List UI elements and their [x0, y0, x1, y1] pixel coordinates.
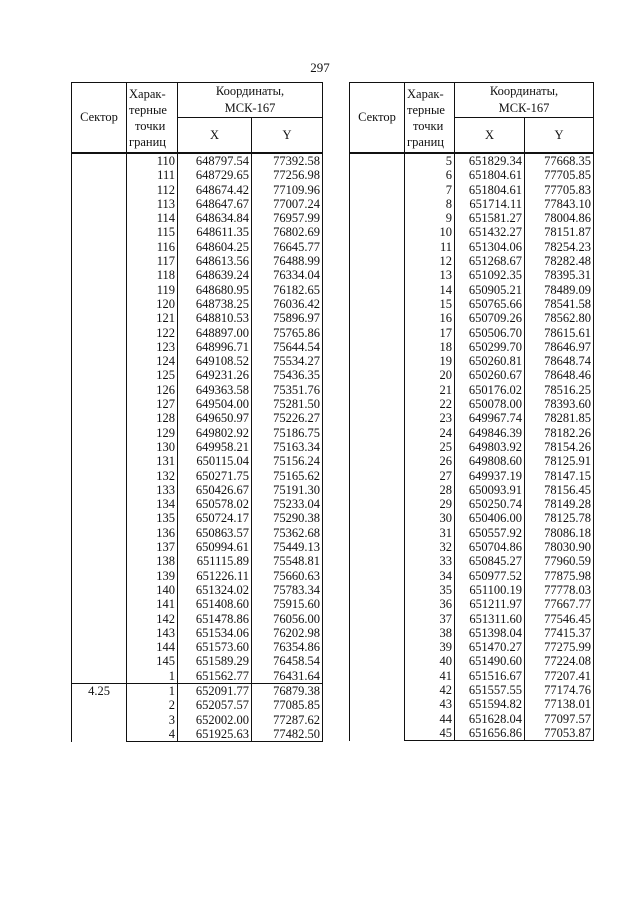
x-coordinate-cell: 650557.92 — [455, 526, 525, 540]
point-number-cell: 142 — [127, 612, 178, 626]
x-coordinate-cell: 648613.56 — [178, 254, 252, 268]
point-number-cell: 26 — [405, 454, 455, 468]
x-coordinate-cell: 651490.60 — [455, 654, 525, 668]
point-number-cell: 112 — [127, 183, 178, 197]
sector-header: Сектор — [350, 83, 405, 154]
x-coordinate-cell: 649231.26 — [178, 368, 252, 382]
x-coordinate-cell: 650115.04 — [178, 454, 252, 468]
point-number-cell: 125 — [127, 368, 178, 382]
x-coordinate-cell: 650250.74 — [455, 497, 525, 511]
y-coordinate-cell: 77007.24 — [252, 197, 323, 211]
y-coordinate-cell: 78125.78 — [525, 511, 594, 525]
point-number-cell: 131 — [127, 454, 178, 468]
y-coordinate-cell: 75165.62 — [252, 469, 323, 483]
point-number-cell: 116 — [127, 240, 178, 254]
x-coordinate-cell: 651408.60 — [178, 597, 252, 611]
point-number-cell: 43 — [405, 697, 455, 711]
x-coordinate-cell: 648647.67 — [178, 197, 252, 211]
point-number-cell: 37 — [405, 612, 455, 626]
y-coordinate-cell: 77224.08 — [525, 654, 594, 668]
y-coordinate-cell: 77109.96 — [252, 183, 323, 197]
point-number-cell: 14 — [405, 283, 455, 297]
point-number-cell: 124 — [127, 354, 178, 368]
x-coordinate-cell: 650905.21 — [455, 283, 525, 297]
point-number-cell: 120 — [127, 297, 178, 311]
point-number-cell: 8 — [405, 197, 455, 211]
y-coordinate-cell: 76182.65 — [252, 283, 323, 297]
point-number-cell: 1 — [127, 683, 178, 698]
x-coordinate-cell: 651656.86 — [455, 726, 525, 741]
point-number-cell: 9 — [405, 211, 455, 225]
x-coordinate-cell: 648810.53 — [178, 311, 252, 325]
point-number-cell: 132 — [127, 469, 178, 483]
y-coordinate-cell: 78648.74 — [525, 354, 594, 368]
y-coordinate-cell: 78125.91 — [525, 454, 594, 468]
y-coordinate-cell: 75896.97 — [252, 311, 323, 325]
point-number-cell: 144 — [127, 640, 178, 654]
y-coordinate-cell: 78030.90 — [525, 540, 594, 554]
x-coordinate-cell: 651534.06 — [178, 626, 252, 640]
y-coordinate-cell: 77960.59 — [525, 554, 594, 568]
y-coordinate-cell: 77085.85 — [252, 698, 323, 712]
sector-header: Сектор — [72, 83, 127, 154]
x-coordinate-cell: 650260.81 — [455, 354, 525, 368]
point-number-cell: 29 — [405, 497, 455, 511]
point-number-cell: 139 — [127, 569, 178, 583]
y-coordinate-cell: 76056.00 — [252, 612, 323, 626]
y-coordinate-cell: 75290.38 — [252, 511, 323, 525]
x-coordinate-cell: 651829.34 — [455, 153, 525, 168]
y-coordinate-cell: 76645.77 — [252, 240, 323, 254]
y-coordinate-cell: 77392.58 — [252, 153, 323, 168]
x-coordinate-cell: 649803.92 — [455, 440, 525, 454]
y-coordinate-cell: 78156.45 — [525, 483, 594, 497]
y-coordinate-cell: 75362.68 — [252, 526, 323, 540]
y-coordinate-cell: 75281.50 — [252, 397, 323, 411]
x-coordinate-cell: 651115.89 — [178, 554, 252, 568]
y-coordinate-cell: 75226.27 — [252, 411, 323, 425]
y-coordinate-cell: 77668.35 — [525, 153, 594, 168]
y-coordinate-cell: 76458.54 — [252, 654, 323, 668]
x-coordinate-cell: 651432.27 — [455, 225, 525, 239]
x-coordinate-cell: 649650.97 — [178, 411, 252, 425]
x-coordinate-cell: 651478.86 — [178, 612, 252, 626]
point-number-cell: 18 — [405, 340, 455, 354]
point-number-cell: 143 — [127, 626, 178, 640]
y-coordinate-cell: 77705.85 — [525, 168, 594, 182]
x-coordinate-cell: 651304.06 — [455, 240, 525, 254]
point-number-cell: 1 — [127, 669, 178, 684]
coordinates-table-left — [71, 82, 323, 742]
point-number-cell: 17 — [405, 326, 455, 340]
y-coordinate-cell: 77843.10 — [525, 197, 594, 211]
x-coordinate-cell: 648680.95 — [178, 283, 252, 297]
point-number-cell: 23 — [405, 411, 455, 425]
x-coordinate-cell: 648996.71 — [178, 340, 252, 354]
x-coordinate-cell: 650093.91 — [455, 483, 525, 497]
x-coordinate-cell: 650406.00 — [455, 511, 525, 525]
x-coordinate-cell: 651311.60 — [455, 612, 525, 626]
x-coordinate-cell: 649937.19 — [455, 469, 525, 483]
y-coordinate-cell: 77138.01 — [525, 697, 594, 711]
x-coordinate-cell: 651398.04 — [455, 626, 525, 640]
x-coordinate-cell: 650724.17 — [178, 511, 252, 525]
point-number-cell: 33 — [405, 554, 455, 568]
point-number-cell: 15 — [405, 297, 455, 311]
x-coordinate-cell: 650704.86 — [455, 540, 525, 554]
y-coordinate-cell: 78154.26 — [525, 440, 594, 454]
x-coordinate-cell: 651470.27 — [455, 640, 525, 654]
point-number-cell: 138 — [127, 554, 178, 568]
y-coordinate-cell: 78151.87 — [525, 225, 594, 239]
y-coordinate-cell: 77705.83 — [525, 183, 594, 197]
x-coordinate-cell: 651100.19 — [455, 583, 525, 597]
x-coordinate-cell: 650176.02 — [455, 383, 525, 397]
point-number-cell: 32 — [405, 540, 455, 554]
x-coordinate-cell: 649802.92 — [178, 426, 252, 440]
point-number-cell: 31 — [405, 526, 455, 540]
x-coordinate-cell: 651562.77 — [178, 669, 252, 684]
y-header: Y — [525, 118, 594, 154]
x-coordinate-cell: 651226.11 — [178, 569, 252, 583]
y-coordinate-cell: 78541.58 — [525, 297, 594, 311]
x-coordinate-cell: 651714.11 — [455, 197, 525, 211]
point-number-cell: 24 — [405, 426, 455, 440]
x-coordinate-cell: 651092.35 — [455, 268, 525, 282]
x-coordinate-cell: 650977.52 — [455, 569, 525, 583]
x-coordinate-cell: 651573.60 — [178, 640, 252, 654]
y-coordinate-cell: 78393.60 — [525, 397, 594, 411]
x-coordinate-cell: 652057.57 — [178, 698, 252, 712]
sector-cell: 4.25 — [72, 683, 127, 741]
x-coordinate-cell: 649363.58 — [178, 383, 252, 397]
point-number-cell: 113 — [127, 197, 178, 211]
y-coordinate-cell: 75449.13 — [252, 540, 323, 554]
point-number-cell: 7 — [405, 183, 455, 197]
point-number-cell: 128 — [127, 411, 178, 425]
y-coordinate-cell: 77053.87 — [525, 726, 594, 741]
point-number-cell: 36 — [405, 597, 455, 611]
char-points-header: Харак- терные точки границ — [127, 83, 178, 154]
point-number-cell: 30 — [405, 511, 455, 525]
point-number-cell: 130 — [127, 440, 178, 454]
point-number-cell: 22 — [405, 397, 455, 411]
sector-cell — [72, 153, 127, 683]
x-coordinate-cell: 648738.25 — [178, 297, 252, 311]
point-number-cell: 6 — [405, 168, 455, 182]
y-coordinate-cell: 78646.97 — [525, 340, 594, 354]
y-coordinate-cell: 77287.62 — [252, 713, 323, 727]
x-coordinate-cell: 648729.65 — [178, 168, 252, 182]
point-number-cell: 3 — [127, 713, 178, 727]
x-coordinate-cell: 651804.61 — [455, 183, 525, 197]
y-coordinate-cell: 77097.57 — [525, 712, 594, 726]
point-number-cell: 11 — [405, 240, 455, 254]
point-number-cell: 141 — [127, 597, 178, 611]
y-coordinate-cell: 75186.75 — [252, 426, 323, 440]
x-header: X — [178, 118, 252, 154]
sector-cell — [350, 153, 405, 741]
y-coordinate-cell: 78395.31 — [525, 268, 594, 282]
y-coordinate-cell: 78615.61 — [525, 326, 594, 340]
y-coordinate-cell: 75156.24 — [252, 454, 323, 468]
coordinates-header: Координаты, МСК-167 — [178, 83, 323, 118]
x-coordinate-cell: 648674.42 — [178, 183, 252, 197]
y-coordinate-cell: 77546.45 — [525, 612, 594, 626]
y-coordinate-cell: 78147.15 — [525, 469, 594, 483]
point-number-cell: 42 — [405, 683, 455, 697]
x-coordinate-cell: 650260.67 — [455, 368, 525, 382]
point-number-cell: 39 — [405, 640, 455, 654]
x-coordinate-cell: 649958.21 — [178, 440, 252, 454]
point-number-cell: 135 — [127, 511, 178, 525]
point-number-cell: 12 — [405, 254, 455, 268]
point-number-cell: 114 — [127, 211, 178, 225]
x-coordinate-cell: 651211.97 — [455, 597, 525, 611]
x-coordinate-cell: 650078.00 — [455, 397, 525, 411]
coordinates-table-right — [349, 82, 594, 741]
point-number-cell: 35 — [405, 583, 455, 597]
point-number-cell: 127 — [127, 397, 178, 411]
x-coordinate-cell: 652091.77 — [178, 683, 252, 698]
y-coordinate-cell: 75548.81 — [252, 554, 323, 568]
x-coordinate-cell: 650299.70 — [455, 340, 525, 354]
x-coordinate-cell: 649108.52 — [178, 354, 252, 368]
x-coordinate-cell: 649504.00 — [178, 397, 252, 411]
y-coordinate-cell: 75436.35 — [252, 368, 323, 382]
y-coordinate-cell: 75233.04 — [252, 497, 323, 511]
y-coordinate-cell: 77415.37 — [525, 626, 594, 640]
point-number-cell: 19 — [405, 354, 455, 368]
x-coordinate-cell: 650506.70 — [455, 326, 525, 340]
y-coordinate-cell: 76879.38 — [252, 683, 323, 698]
x-coordinate-cell: 648604.25 — [178, 240, 252, 254]
y-coordinate-cell: 76431.64 — [252, 669, 323, 684]
y-header: Y — [252, 118, 323, 154]
page-number: 297 — [310, 60, 330, 75]
y-coordinate-cell: 76488.99 — [252, 254, 323, 268]
x-coordinate-cell: 649846.39 — [455, 426, 525, 440]
point-number-cell: 20 — [405, 368, 455, 382]
x-coordinate-cell: 651268.67 — [455, 254, 525, 268]
x-coordinate-cell: 649808.60 — [455, 454, 525, 468]
point-number-cell: 134 — [127, 497, 178, 511]
x-coordinate-cell: 650863.57 — [178, 526, 252, 540]
x-coordinate-cell: 648611.35 — [178, 225, 252, 239]
point-number-cell: 122 — [127, 326, 178, 340]
y-coordinate-cell: 75163.34 — [252, 440, 323, 454]
y-coordinate-cell: 78282.48 — [525, 254, 594, 268]
point-number-cell: 119 — [127, 283, 178, 297]
point-number-cell: 27 — [405, 469, 455, 483]
x-coordinate-cell: 648634.84 — [178, 211, 252, 225]
coordinates-header: Координаты, МСК-167 — [455, 83, 594, 118]
point-number-cell: 129 — [127, 426, 178, 440]
point-number-cell: 123 — [127, 340, 178, 354]
x-coordinate-cell: 650709.26 — [455, 311, 525, 325]
point-number-cell: 5 — [405, 153, 455, 168]
point-number-cell: 25 — [405, 440, 455, 454]
y-coordinate-cell: 76802.69 — [252, 225, 323, 239]
y-coordinate-cell: 78489.09 — [525, 283, 594, 297]
point-number-cell: 117 — [127, 254, 178, 268]
y-coordinate-cell: 75191.30 — [252, 483, 323, 497]
point-number-cell: 13 — [405, 268, 455, 282]
x-header: X — [455, 118, 525, 154]
y-coordinate-cell: 77667.77 — [525, 597, 594, 611]
point-number-cell: 133 — [127, 483, 178, 497]
y-coordinate-cell: 78254.23 — [525, 240, 594, 254]
point-number-cell: 110 — [127, 153, 178, 168]
y-coordinate-cell: 78516.25 — [525, 383, 594, 397]
y-coordinate-cell: 78281.85 — [525, 411, 594, 425]
table-row — [72, 683, 323, 698]
point-number-cell: 28 — [405, 483, 455, 497]
point-number-cell: 136 — [127, 526, 178, 540]
y-coordinate-cell: 75644.54 — [252, 340, 323, 354]
y-coordinate-cell: 76334.04 — [252, 268, 323, 282]
point-number-cell: 2 — [127, 698, 178, 712]
y-coordinate-cell: 78648.46 — [525, 368, 594, 382]
y-coordinate-cell: 78149.28 — [525, 497, 594, 511]
x-coordinate-cell: 649967.74 — [455, 411, 525, 425]
point-number-cell: 45 — [405, 726, 455, 741]
point-number-cell: 44 — [405, 712, 455, 726]
x-coordinate-cell: 651594.82 — [455, 697, 525, 711]
point-number-cell: 126 — [127, 383, 178, 397]
point-number-cell: 40 — [405, 654, 455, 668]
y-coordinate-cell: 78562.80 — [525, 311, 594, 325]
y-coordinate-cell: 77256.98 — [252, 168, 323, 182]
y-coordinate-cell: 77174.76 — [525, 683, 594, 697]
y-coordinate-cell: 75783.34 — [252, 583, 323, 597]
point-number-cell: 41 — [405, 669, 455, 683]
x-coordinate-cell: 651324.02 — [178, 583, 252, 597]
x-coordinate-cell: 651557.55 — [455, 683, 525, 697]
y-coordinate-cell: 78004.86 — [525, 211, 594, 225]
x-coordinate-cell: 651804.61 — [455, 168, 525, 182]
y-coordinate-cell: 75660.63 — [252, 569, 323, 583]
x-coordinate-cell: 651628.04 — [455, 712, 525, 726]
x-coordinate-cell: 648639.24 — [178, 268, 252, 282]
y-coordinate-cell: 76036.42 — [252, 297, 323, 311]
y-coordinate-cell: 76354.86 — [252, 640, 323, 654]
y-coordinate-cell: 75765.86 — [252, 326, 323, 340]
x-coordinate-cell: 650271.75 — [178, 469, 252, 483]
x-coordinate-cell: 648897.00 — [178, 326, 252, 340]
x-coordinate-cell: 651516.67 — [455, 669, 525, 683]
y-coordinate-cell: 77275.99 — [525, 640, 594, 654]
x-coordinate-cell: 650994.61 — [178, 540, 252, 554]
x-coordinate-cell: 651581.27 — [455, 211, 525, 225]
point-number-cell: 4 — [127, 727, 178, 742]
x-coordinate-cell: 651925.63 — [178, 727, 252, 742]
y-coordinate-cell: 75534.27 — [252, 354, 323, 368]
table-row — [72, 153, 323, 168]
point-number-cell: 121 — [127, 311, 178, 325]
point-number-cell: 137 — [127, 540, 178, 554]
y-coordinate-cell: 78086.18 — [525, 526, 594, 540]
point-number-cell: 10 — [405, 225, 455, 239]
point-number-cell: 21 — [405, 383, 455, 397]
y-coordinate-cell: 77207.41 — [525, 669, 594, 683]
point-number-cell: 38 — [405, 626, 455, 640]
x-coordinate-cell: 648797.54 — [178, 153, 252, 168]
y-coordinate-cell: 77778.03 — [525, 583, 594, 597]
y-coordinate-cell: 77482.50 — [252, 727, 323, 742]
y-coordinate-cell: 75351.76 — [252, 383, 323, 397]
point-number-cell: 140 — [127, 583, 178, 597]
table-row — [350, 153, 594, 168]
point-number-cell: 111 — [127, 168, 178, 182]
point-number-cell: 115 — [127, 225, 178, 239]
y-coordinate-cell: 77875.98 — [525, 569, 594, 583]
y-coordinate-cell: 75915.60 — [252, 597, 323, 611]
x-coordinate-cell: 650765.66 — [455, 297, 525, 311]
x-coordinate-cell: 650426.67 — [178, 483, 252, 497]
point-number-cell: 34 — [405, 569, 455, 583]
x-coordinate-cell: 650845.27 — [455, 554, 525, 568]
point-number-cell: 118 — [127, 268, 178, 282]
char-points-header: Харак- терные точки границ — [405, 83, 455, 154]
y-coordinate-cell: 78182.26 — [525, 426, 594, 440]
point-number-cell: 145 — [127, 654, 178, 668]
x-coordinate-cell: 651589.29 — [178, 654, 252, 668]
x-coordinate-cell: 650578.02 — [178, 497, 252, 511]
y-coordinate-cell: 76957.99 — [252, 211, 323, 225]
x-coordinate-cell: 652002.00 — [178, 713, 252, 727]
point-number-cell: 16 — [405, 311, 455, 325]
y-coordinate-cell: 76202.98 — [252, 626, 323, 640]
